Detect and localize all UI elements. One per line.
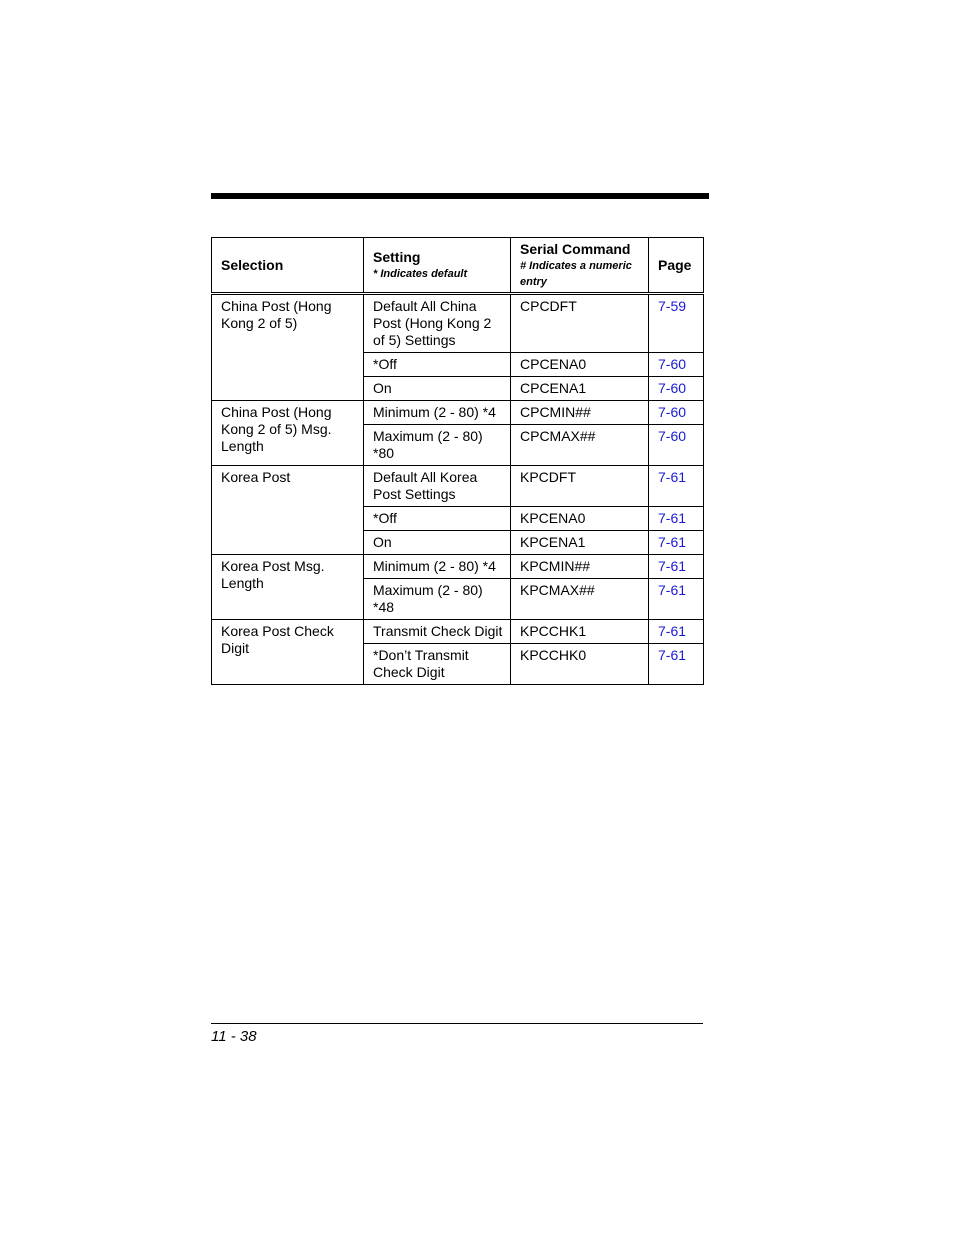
serial-command-table — [211, 237, 704, 685]
setting-cell: *Don’t Transmit Check Digit — [364, 644, 511, 685]
page-cell — [649, 507, 704, 531]
command-cell: KPCMAX## — [511, 579, 649, 620]
setting-cell: Maximum (2 - 80) *80 — [364, 425, 511, 466]
command-cell: KPCENA0 — [511, 507, 649, 531]
page-link[interactable]: 7-60 — [658, 356, 687, 372]
table-row — [212, 620, 704, 644]
table-row — [212, 466, 704, 507]
selection-cell: Korea Post — [212, 466, 364, 555]
footer-rule — [211, 1023, 703, 1024]
header-serial-command-label: Serial Command — [520, 240, 631, 257]
page-cell — [649, 555, 704, 579]
selection-cell: China Post (Hong Kong 2 of 5) Msg. Length — [212, 401, 364, 466]
table-row — [212, 294, 704, 353]
page-cell — [649, 377, 704, 401]
command-cell: KPCDFT — [511, 466, 649, 507]
page-cell — [649, 401, 704, 425]
page-link[interactable]: 7-61 — [658, 558, 687, 574]
selection-cell: Korea Post Check Digit — [212, 620, 364, 685]
command-cell: CPCENA1 — [511, 377, 649, 401]
table-row — [212, 401, 704, 425]
page-link[interactable]: 7-61 — [658, 647, 687, 663]
header-setting — [364, 238, 511, 294]
page-cell — [649, 294, 704, 353]
page-link[interactable]: 7-61 — [658, 534, 687, 550]
page-link[interactable]: 7-61 — [658, 623, 687, 639]
setting-cell: On — [364, 377, 511, 401]
command-cell: KPCMIN## — [511, 555, 649, 579]
page-link[interactable]: 7-61 — [658, 582, 687, 598]
page-link[interactable]: 7-60 — [658, 404, 687, 420]
page-cell — [649, 644, 704, 685]
page-cell — [649, 425, 704, 466]
command-cell: KPCENA1 — [511, 531, 649, 555]
table-row — [212, 555, 704, 579]
command-cell: CPCENA0 — [511, 353, 649, 377]
page-link[interactable]: 7-61 — [658, 469, 687, 485]
page-cell — [649, 531, 704, 555]
setting-cell: Minimum (2 - 80) *4 — [364, 555, 511, 579]
header-rule — [211, 193, 709, 199]
command-cell: KPCCHK1 — [511, 620, 649, 644]
table-header-row — [212, 238, 704, 294]
command-cell: CPCDFT — [511, 294, 649, 353]
setting-cell: Transmit Check Digit — [364, 620, 511, 644]
page-cell — [649, 353, 704, 377]
header-setting-note: * Indicates default — [373, 267, 468, 280]
page-cell — [649, 579, 704, 620]
header-page: Page — [649, 238, 704, 294]
page-cell — [649, 466, 704, 507]
page-cell — [649, 620, 704, 644]
page-link[interactable]: 7-61 — [658, 510, 687, 526]
header-setting-label: Setting — [373, 248, 421, 265]
command-cell: CPCMAX## — [511, 425, 649, 466]
header-serial-command — [511, 238, 649, 294]
page-link[interactable]: 7-59 — [658, 298, 687, 314]
setting-cell: *Off — [364, 353, 511, 377]
page-number: 11 - 38 — [211, 1028, 257, 1045]
setting-cell: *Off — [364, 507, 511, 531]
setting-cell: Minimum (2 - 80) *4 — [364, 401, 511, 425]
page-link[interactable]: 7-60 — [658, 380, 687, 396]
setting-cell: On — [364, 531, 511, 555]
command-cell: KPCCHK0 — [511, 644, 649, 685]
selection-cell: Korea Post Msg. Length — [212, 555, 364, 620]
page-link[interactable]: 7-60 — [658, 428, 687, 444]
header-serial-command-note: # Indicates a numeric entry — [520, 259, 632, 288]
selection-cell: China Post (Hong Kong 2 of 5) — [212, 294, 364, 401]
command-cell: CPCMIN## — [511, 401, 649, 425]
setting-cell: Maximum (2 - 80) *48 — [364, 579, 511, 620]
setting-cell: Default All China Post (Hong Kong 2 of 5) Settings — [364, 294, 511, 353]
setting-cell: Default All Korea Post Settings — [364, 466, 511, 507]
header-selection: Selection — [212, 238, 364, 294]
